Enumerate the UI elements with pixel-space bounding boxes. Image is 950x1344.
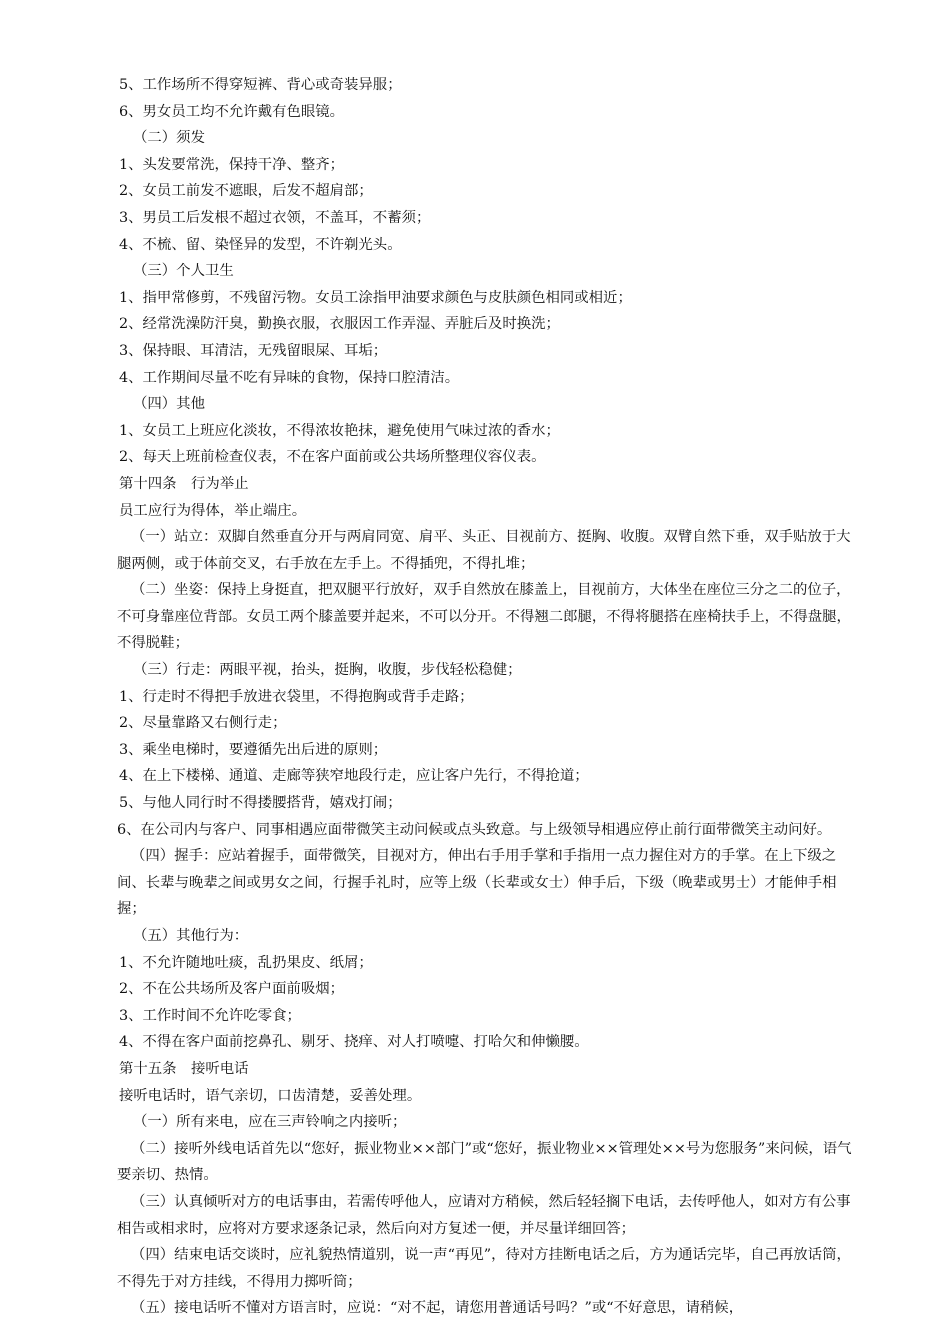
walking-rule-5: 5、与他人同行时不得搂腰搭背，嬉戏打闹； <box>119 795 402 812</box>
walking-rule-2: 2、尽量靠路又右侧行走； <box>119 715 287 732</box>
other-behavior-1: 1、不允许随地吐痰，乱扔果皮、纸屑； <box>119 954 373 971</box>
behavior-standing: （一）站立：双脚自然垂直分开与两肩同宽、肩平、头正、目视前方、挺胸、收腹。双臂自然下垂，双手贴放于大腿两侧，或于体前交叉，右手放在左手上。不得插兜，不得扎堆； <box>117 529 851 572</box>
behavior-other: （五）其他行为： <box>133 928 249 944</box>
phone-rule-3: （三）认真倾听对方的电话事由，若需传呼他人，应请对方稍候，然后轻轻搁下电话，去传呼他人，如对方有公事相告或相求时，应将对方要求逐条记录，然后向对方复述一便，并尽量详细回答； <box>117 1193 851 1237</box>
phone-rule-4: （四）结束电话交谈时，应礼貌热情道别，说一声“再见”，待对方挂断电话之后，方为通话完毕，自己再放话筒，不得先于对方挂线，不得用力掷听筒； <box>117 1247 851 1290</box>
behavior-sitting: （二）坐姿：保持上身挺直，把双腿平行放好，双手自然放在膝盖上，目视前方，大体坐在座位三分之二的位子，不可身靠座位背部。女员工两个膝盖要并起来，不可以分开。不得翘二郎腿，不得将腿搭在座椅扶手上，不得盘腿，不得脱鞋； <box>117 582 851 652</box>
section-heading-other: （四）其他 <box>133 396 205 413</box>
walking-rule-1: 1、行走时不得把手放进衣袋里，不得抱胸或背手走路； <box>119 688 474 705</box>
hair-rule-3: 3、男员工后发根不超过衣领，不盖耳，不蓄须； <box>119 209 431 226</box>
other-rule-2: 2、每天上班前检查仪表，不在客户面前或公共场所整理仪容仪表。 <box>119 449 546 466</box>
hygiene-rule-3: 3、保持眼、耳清洁，无残留眼屎、耳垢； <box>119 342 388 359</box>
article-14-intro: 员工应行为得体，举止端庄。 <box>119 502 307 519</box>
hair-rule-2: 2、女员工前发不遮眼，后发不超肩部； <box>119 183 373 200</box>
hygiene-rule-4: 4、工作期间尽量不吃有异味的食物，保持口腔清洁。 <box>119 369 460 386</box>
phone-rule-1: （一）所有来电，应在三声铃响之内接听； <box>133 1114 407 1131</box>
other-behavior-4: 4、不得在客户面前挖鼻孔、剔牙、挠痒、对人打喷嚏、打哈欠和伸懒腰。 <box>119 1034 589 1051</box>
walking-rule-3: 3、乘坐电梯时，要遵循先出后进的原则； <box>119 741 388 758</box>
hair-rule-4: 4、不梳、留、染怪异的发型，不许剃光头。 <box>119 236 402 253</box>
other-behavior-3: 3、工作时间不允许吃零食； <box>119 1007 301 1024</box>
dress-rule-5: 5、工作场所不得穿短裤、背心或奇装异服； <box>119 77 402 93</box>
other-rule-1: 1、女员工上班应化淡妆，不得浓妆艳抹，避免使用气味过浓的香水； <box>119 422 560 439</box>
phone-rule-2: （二）接听外线电话首先以“您好，振业物业××部门”或“您好，振业物业××管理处××号为您服务”来问候，语气要亲切、热情。 <box>117 1140 852 1184</box>
hygiene-rule-1: 1、指甲常修剪，不残留污物。女员工涂指甲油要求颜色与皮肤颜色相同或相近； <box>119 289 632 306</box>
behavior-handshake: （四）握手：应站着握手，面带微笑，目视对方，伸出右手用手掌和手指用一点力握住对方的手掌。在上下级之间、长辈与晚辈之间或男女之间，行握手礼时，应等上级（长辈或女士）伸手后，下级（晚辈或男士）才能伸手相握； <box>117 848 837 918</box>
section-heading-hygiene: （三）个人卫生 <box>133 263 234 280</box>
article-15-intro: 接听电话时，语气亲切，口齿清楚，妥善处理。 <box>119 1087 422 1104</box>
behavior-walking: （三）行走：两眼平视，抬头，挺胸，收腹，步伐轻松稳健； <box>133 662 522 679</box>
section-heading-hair: （二）须发 <box>133 130 205 147</box>
dress-rule-6: 6、男女员工均不允许戴有色眼镜。 <box>119 103 345 120</box>
hair-rule-1: 1、头发要常洗，保持干净、整齐； <box>119 156 345 173</box>
article-15-heading: 第十五条 接听电话 <box>119 1060 249 1077</box>
walking-rule-6: 6、在公司内与客户、同事相遇应面带微笑主动问候或点头致意。与上级领导相遇应停止前行面带微笑主动问好。 <box>117 821 832 838</box>
article-14-heading: 第十四条 行为举止 <box>119 475 249 492</box>
document-page <box>119 72 861 1322</box>
phone-rule-5: （五）接电话听不懂对方语言时，应说：“对不起，请您用普通话号吗？”或“不好意思，请稍候， <box>131 1300 744 1317</box>
hygiene-rule-2: 2、经常洗澡防汗臭，勤换衣服，衣服因工作弄湿、弄脏后及时换洗； <box>119 316 560 333</box>
walking-rule-4: 4、在上下楼梯、通道、走廊等狭窄地段行走，应让客户先行，不得抢道； <box>119 768 589 785</box>
other-behavior-2: 2、不在公共场所及客户面前吸烟； <box>119 981 345 998</box>
